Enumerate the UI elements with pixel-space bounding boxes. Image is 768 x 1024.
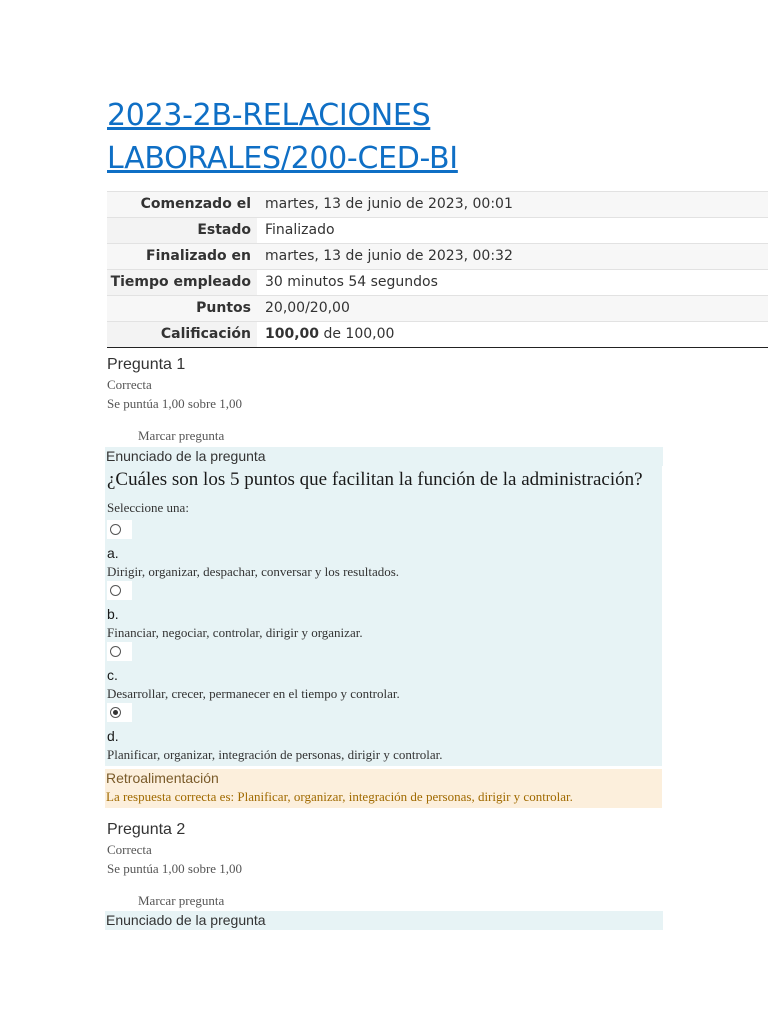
select-one-prompt: Seleccione una: bbox=[107, 500, 189, 515]
summary-label: Comenzado el bbox=[107, 192, 257, 218]
summary-row-started bbox=[107, 192, 768, 218]
summary-row-time-taken bbox=[107, 270, 768, 296]
summary-label: Finalizado en bbox=[107, 244, 257, 270]
question-2-info bbox=[107, 820, 667, 910]
answer-option-d[interactable] bbox=[107, 703, 657, 764]
attempt-summary-table bbox=[107, 191, 768, 348]
question-score: Se puntúa 1,00 sobre 1,00 bbox=[107, 396, 243, 411]
radio-box bbox=[107, 703, 132, 722]
option-text: Planificar, organizar, integración de personas, dirigir y controlar. bbox=[107, 747, 443, 762]
answer-option-c[interactable] bbox=[107, 642, 657, 703]
flag-question-link[interactable]: Marcar pregunta bbox=[138, 893, 225, 908]
question-status: Correcta bbox=[107, 842, 152, 857]
summary-value: 20,00/20,00 bbox=[257, 296, 768, 322]
grade-value: 100,00 bbox=[265, 326, 320, 342]
question-1-info bbox=[107, 355, 667, 445]
option-letter: c. bbox=[107, 667, 118, 683]
radio-button-b[interactable] bbox=[110, 585, 121, 596]
summary-value: martes, 13 de junio de 2023, 00:32 bbox=[257, 244, 768, 270]
radio-button-d-selected[interactable] bbox=[110, 707, 121, 718]
summary-row-grade bbox=[107, 322, 768, 348]
question-status: Correcta bbox=[107, 377, 152, 392]
answer-option-a[interactable] bbox=[107, 520, 657, 581]
summary-label: Calificación bbox=[107, 322, 257, 348]
summary-row-state bbox=[107, 218, 768, 244]
feedback-title: Retroalimentación bbox=[106, 770, 219, 786]
grade-total: de 100,00 bbox=[319, 326, 395, 342]
option-letter: a. bbox=[107, 545, 119, 561]
summary-row-marks bbox=[107, 296, 768, 322]
radio-button-c[interactable] bbox=[110, 646, 121, 657]
summary-value: Finalizado bbox=[257, 218, 768, 244]
summary-row-completed bbox=[107, 244, 768, 270]
question-2-enunciado-label: Enunciado de la pregunta bbox=[105, 911, 663, 930]
summary-value: martes, 13 de junio de 2023, 00:01 bbox=[257, 192, 768, 218]
summary-label: Puntos bbox=[107, 296, 257, 322]
summary-label: Estado bbox=[107, 218, 257, 244]
option-text: Dirigir, organizar, despachar, conversar y los resultados. bbox=[107, 564, 400, 579]
flag-question-link[interactable]: Marcar pregunta bbox=[138, 428, 225, 443]
course-title-link[interactable]: 2023-2B-RELACIONES LABORALES/200-CED-BI bbox=[107, 98, 458, 176]
option-text: Financiar, negociar, controlar, dirigir y organizar. bbox=[107, 625, 363, 640]
summary-value: 30 minutos 54 segundos bbox=[257, 270, 768, 296]
radio-box bbox=[107, 520, 132, 539]
answer-option-b[interactable] bbox=[107, 581, 657, 642]
option-letter: b. bbox=[107, 606, 119, 622]
question-1-formulation bbox=[105, 466, 662, 766]
correct-answer-text: La respuesta correcta es: Planificar, organizar, integración de personas, dirigir y controlar. bbox=[106, 789, 573, 804]
summary-label: Tiempo empleado bbox=[107, 270, 257, 296]
radio-button-a[interactable] bbox=[110, 524, 121, 535]
summary-value bbox=[257, 322, 768, 348]
radio-box bbox=[107, 642, 132, 661]
radio-box bbox=[107, 581, 132, 600]
question-1-enunciado-label: Enunciado de la pregunta bbox=[105, 447, 663, 466]
question-score: Se puntúa 1,00 sobre 1,00 bbox=[107, 861, 243, 876]
question-1-feedback bbox=[105, 769, 662, 808]
question-text: ¿Cuáles son los 5 puntos que facilitan la función de la administración? bbox=[107, 469, 643, 490]
option-letter: d. bbox=[107, 728, 119, 744]
question-heading: Pregunta 2 bbox=[107, 821, 186, 838]
question-heading: Pregunta 1 bbox=[107, 356, 186, 373]
option-text: Desarrollar, crecer, permanecer en el tiempo y controlar. bbox=[107, 686, 400, 701]
